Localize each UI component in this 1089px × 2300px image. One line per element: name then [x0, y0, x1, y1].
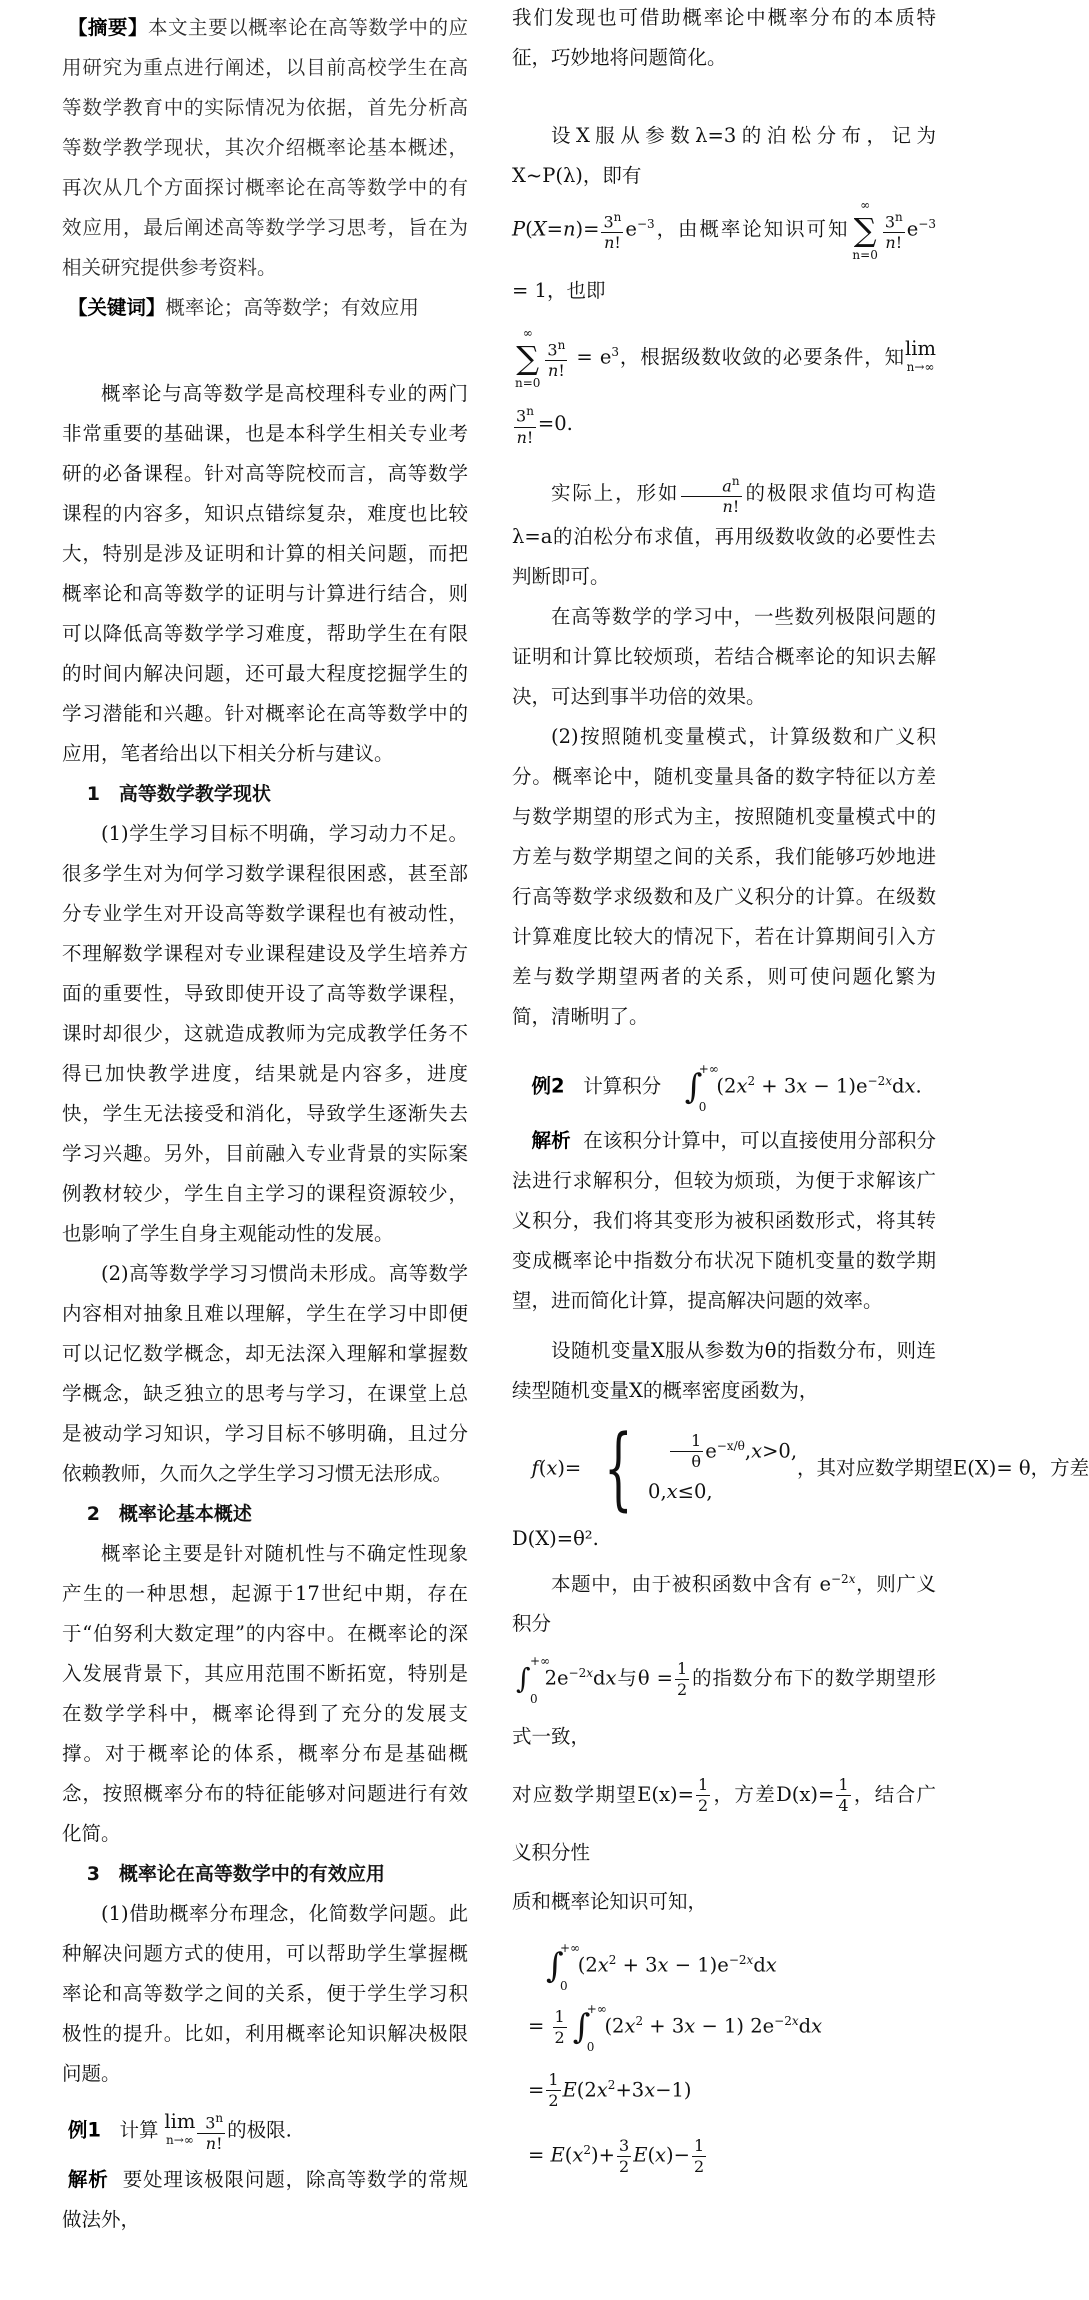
- integral-match-line: ∫ +∞ 0 $2e^{-2x}dx$与θ = $\frac{1}{2}$ 的指数分布下的数学期望形式一致，: [512, 1654, 936, 1748]
- derivation-step-3: = $\frac{1}{2}$ $E(2x^2+3x-1)$: [528, 2070, 692, 2111]
- frac-1-4: $\frac{1}{4}$: [838, 1774, 849, 1815]
- frac-1-2-c: $\frac{1}{2}$: [554, 2006, 565, 2047]
- abstract-label: 【摘要】: [67, 16, 148, 39]
- solution-1-text: 要处理该极限问题，除高等数学的常规做法外，: [62, 2168, 468, 2232]
- frac-3n-nfact: $\frac{3^n}{n!}$: [601, 207, 623, 253]
- example-2: 例2 计算积分 ∫ +∞ 0 $(2x^2 + 3x - 1)e^{-2x}dx$.: [531, 1062, 922, 1115]
- example-1-post: 的极限.: [227, 2118, 292, 2142]
- match-a: 与θ =: [616, 1666, 673, 1690]
- frac-1-2: $\frac{1}{2}$: [677, 1658, 688, 1699]
- example-2-label: 例2: [531, 1074, 565, 1098]
- effect-paragraph: 在高等数学的学习中，一些数列极限问题的证明和计算比较烦琐，若结合概率论的知识去解决，可达到事半功倍的效果。: [512, 605, 936, 709]
- right-column: [512, 0, 1089, 2186]
- poisson-text-b: ，也即: [546, 279, 606, 302]
- sum-symbol-2: ∞ ∑ n=0: [515, 326, 541, 390]
- sum-result-line: ∞ ∑ n=0 $\frac{3^n}{n!}$ = $e^3$，根据级数收敛的必要条件，知lim n→∞ $\frac{3^n}{n!}$ =0.: [515, 326, 936, 447]
- abstract-text: 本文主要以概率论在高等数学中的应用研究为重点进行阐述，以目前高校学生在高等数学教育中的实际情况为依据，首先分析高等数学教学现状，其次介绍概率论基本概述，再次从几个方面探讨概率论在高等数学中的有效应用，最后阐述高等数学学习思考，旨在为相关研究提供参考资料。: [62, 16, 468, 279]
- expectation-line: [512, 1766, 936, 1882]
- frac-1-2-b: $\frac{1}{2}$: [697, 1774, 709, 1815]
- solution-1-text-cont: 我们发现也可借助概率论中概率分布的本质特征，巧妙地将问题简化。: [512, 6, 936, 69]
- integral-sign-4: ∫ +∞ 0: [572, 2002, 607, 2055]
- generalization-a: 实际上，形如: [551, 481, 680, 505]
- section-2-paragraph: 概率论主要是针对随机性与不确定性现象产生的一种思想，起源于17世纪中期，存在于“伯努利大数定理”的内容中。在概率论的深入发展背景下，其应用范围不断拓宽，特别是在数学学科中，概率论得到了充分的发展支撑。对于概率论的体系，概率分布是基础概念，按照概率分布的特征能够对问题进行有效化简。: [62, 1542, 468, 1845]
- problem-b: ，则广义积分: [512, 1572, 936, 1636]
- density-function: f(x)= { $\frac{1}{\theta}$ $e^{-x/\theta},x>0$, 0,x≤0,，其对应数学期望E(X)= θ，方差: [531, 1415, 1089, 1521]
- poisson-formula-line: P(X=n)= $\frac{3^n}{n!}$ $e^{-3}$，由概率论知识可知 ∞ ∑ n=0 $\frac{3^n}{n!}$ $e^{-3} = 1$，也即: [512, 198, 936, 302]
- problem-statement: 本题中，由于被积函数中含有 $e^{-2x}$，则广义积分: [512, 1571, 936, 1636]
- intro-paragraph: 概率论与高等数学是高校理科专业的两门非常重要的基础课，也是本科学生相关专业考研的必备课程。针对高等院校而言，高等数学课程的内容多，知识点错综复杂，难度也比较大，特别是涉及证明和计算的相关问题，而把概率论和高等数学的证明与计算进行结合，则可以降低高等数学学习难度，帮助学生在有限的时间内解决问题，还可最大程度挖掘学生的学习潜能和兴趣。针对概率论在高等数学中的应用，笔者给出以下相关分析与建议。: [62, 382, 468, 765]
- integral-sign-3: ∫ +∞ 0: [546, 1940, 581, 1993]
- sum-symbol: ∞ ∑ n=0: [852, 198, 878, 262]
- frac-3n-nfact-4: $\frac{3^n}{n!}$: [514, 401, 536, 447]
- generalization-b: 的极限求值均可构造λ=a的泊松分布求值，再用级数收敛的必要性去判断即可。: [512, 481, 936, 589]
- keywords-text: 概率论；高等数学；有效应用: [165, 296, 419, 319]
- generalization-paragraph: [512, 471, 936, 597]
- section-2-heading: 2 概率论基本概述: [86, 1503, 252, 1525]
- poisson-setup: 设X服从参数λ=3的泊松分布，记为X~P(λ)，即有: [512, 124, 936, 187]
- solution-2-label: 解析: [531, 1128, 571, 1152]
- example-1: [62, 2108, 468, 2154]
- knowledge-line: 质和概率论知识可知，: [512, 1889, 708, 1913]
- solution-2: [512, 1121, 936, 1321]
- example-2-pre: 计算积分: [583, 1074, 662, 1098]
- example-1-label: 例1: [67, 2118, 101, 2142]
- method-2-paragraph: (2)按照随机变量模式，计算级数和广义积分。概率论中，随机变量具备的数字特征以方差与数学期望的形式为主，按照随机变量模式中的方差与数学期望之间的关系，我们能够巧妙地进行高等数学求级数和及广义积分的计算。在级数计算难度比较大的情况下，若在计算期间引入方差与数学期望两者的关系，则可使问题化繁为简，清晰明了。: [512, 725, 936, 1029]
- section-3-heading: 3 概率论在高等数学中的有效应用: [86, 1863, 385, 1885]
- derivation-step-1: ∫ +∞ 0 $(2x^2 + 3x - 1)e^{-2x}dx$: [546, 1940, 777, 1993]
- density-text: ，其对应数学期望E(X)= θ，方差: [797, 1456, 1089, 1480]
- section-1-heading: 1 高等数学教学现状: [86, 783, 271, 805]
- exp-b: ，方差D(x)=: [712, 1782, 835, 1806]
- example-1-pre: 计算: [119, 2118, 159, 2142]
- integral-sign: ∫ +∞ 0: [684, 1062, 719, 1115]
- keywords: [62, 288, 468, 328]
- frac-1-theta: $\frac{1}{\theta}$: [670, 1431, 704, 1472]
- exp-a: 对应数学期望E(x)=: [512, 1782, 694, 1806]
- cases-brace: {: [604, 1415, 633, 1521]
- solution-1: [62, 2160, 468, 2240]
- keywords-label: 【关键词】: [67, 296, 166, 319]
- match-b: 的指数分布下的数学期望形式一致，: [512, 1666, 936, 1748]
- cases: $\frac{1}{\theta}$ $e^{-x/\theta},x>0$, 0,x≤0,: [648, 1431, 798, 1504]
- left-column: [62, 0, 468, 2240]
- solution-2-text: 在该积分计算中，可以直接使用分部积分法进行求解积分，但较为烦琐，为便于求解该广义积分，我们将其变形为被积函数形式，将其转变成概率论中指数分布状况下随机变量的数学期望，进而简化计算，提高解决问题的效率。: [512, 1128, 936, 1312]
- limit-operator: lim n→∞: [164, 2110, 196, 2148]
- frac-an-nfact: $\frac{a^n}{n!}$: [681, 471, 741, 517]
- section-1-paragraph-1: (1)学生学习目标不明确，学习动力不足。很多学生对为何学习数学课程很困惑，甚至部分专业学生对开设高等数学课程也有被动性，不理解数学课程对专业课程建设及学生培养方面的重要性，导致即使开设了高等数学课程，课时却很少，这就造成教师为完成教学任务不得已加快教学进度，结果就是内容多，进度快，学生无法接受和消化，导致学生逐渐失去学习兴趣。另外，目前融入专业背景的实际案例教材较少，学生自主学习的课程资源较少，也影响了学生自身主观能动性的发展。: [62, 822, 468, 1245]
- solution-1-label: 解析: [67, 2168, 109, 2192]
- variance-line: D(X)=θ².: [512, 1526, 599, 1550]
- derivation-step-2: = $\frac{1}{2}$ ∫ +∞ 0 $(2x^2 + 3x - 1)$ $2e^{-2x}dx$: [528, 2002, 823, 2055]
- sum-result-text: ，根据级数收敛的必要条件，知: [619, 345, 906, 369]
- derivation-step-4: = $E(x^2)+$ $\frac{3}{2}$ E(x)− $\frac{1}{2}$: [528, 2135, 705, 2176]
- frac-3-2: $\frac{3}{2}$: [619, 2135, 630, 2176]
- limit-operator-2: lim n→∞: [905, 337, 936, 374]
- frac-1-2-d: $\frac{1}{2}$: [548, 2070, 559, 2111]
- frac-3n-nfact-3: $\frac{3^n}{n!}$: [545, 335, 567, 381]
- fraction-3n-over-nfact: $\frac{3^n}{n!}$: [197, 2108, 225, 2154]
- section-3-paragraph-1: (1)借助概率分布理念，化简数学问题。此种解决问题方式的使用，可以帮助学生掌握概率论和高等数学之间的关系，便于学生学习积极性的提升。比如，利用概率论知识解决极限问题。: [62, 1902, 468, 2085]
- poisson-text-a: ，由概率论知识可知: [654, 217, 850, 241]
- frac-1-2-e: $\frac{1}{2}$: [694, 2135, 705, 2176]
- exponential-setup: 设随机变量X服从参数为θ的指数分布，则连续型随机变量X的概率密度函数为，: [512, 1338, 936, 1402]
- problem-a: 本题中，由于被积函数中含有: [551, 1572, 813, 1596]
- abstract: [62, 8, 468, 288]
- section-1-paragraph-2: (2)高等数学学习习惯尚未形成。高等数学内容相对抽象且难以理解，学生在学习中即便可以记忆数学概念，却无法深入理解和掌握数学概念，缺乏独立的思考与学习，在课堂上总是被动学习知识，学习目标不够明确，且过分依赖教师，久而久之学生学习习惯无法形成。: [62, 1262, 468, 1485]
- integral-sign-2: ∫ +∞ 0: [516, 1654, 551, 1707]
- exp-c: ，结合广义积分性: [512, 1782, 936, 1864]
- frac-3n-nfact-2: $\frac{3^n}{n!}$: [883, 207, 905, 253]
